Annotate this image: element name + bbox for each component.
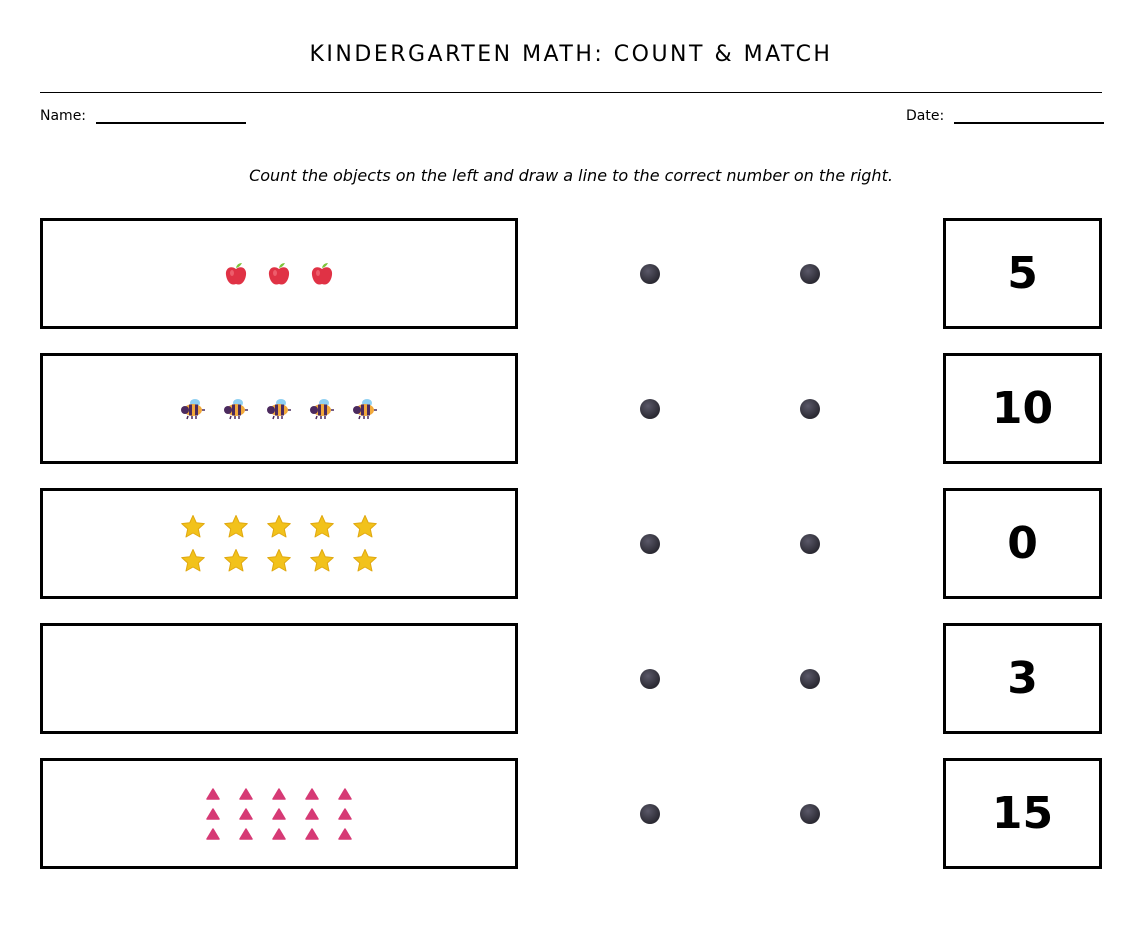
date-label: Date:	[906, 108, 945, 124]
triangle-icon	[272, 788, 286, 800]
match-row	[0, 218, 1142, 328]
star-icon	[309, 514, 335, 540]
triangle-icon	[305, 808, 319, 820]
match-row	[0, 488, 1142, 598]
triangle-icon	[272, 808, 286, 820]
number-label: 10	[991, 383, 1054, 434]
objects-line	[206, 788, 352, 800]
star-icon	[223, 514, 249, 540]
left-connector-dot[interactable]	[640, 669, 660, 689]
number-box	[943, 488, 1102, 599]
objects-box	[40, 758, 518, 869]
apple-icon	[266, 261, 292, 287]
name-field	[40, 106, 246, 124]
triangle-icon	[239, 828, 253, 840]
name-blank-line[interactable]	[96, 106, 246, 124]
number-box	[943, 623, 1102, 734]
bee-icon	[309, 397, 335, 421]
triangle-icon	[305, 828, 319, 840]
triangle-icon	[206, 808, 220, 820]
match-row	[0, 758, 1142, 868]
apple-icon	[309, 261, 335, 287]
objects-box	[40, 623, 518, 734]
number-box	[943, 758, 1102, 869]
match-row	[0, 353, 1142, 463]
objects-box	[40, 218, 518, 329]
number-label: 15	[991, 788, 1054, 839]
right-connector-dot[interactable]	[800, 804, 820, 824]
right-connector-dot[interactable]	[800, 669, 820, 689]
objects-line	[180, 397, 378, 421]
star-icon	[180, 548, 206, 574]
left-connector-dot[interactable]	[640, 804, 660, 824]
right-connector-dot[interactable]	[800, 264, 820, 284]
divider	[40, 92, 1102, 93]
star-icon	[266, 514, 292, 540]
bee-icon	[352, 397, 378, 421]
match-row	[0, 623, 1142, 733]
number-box	[943, 218, 1102, 329]
star-icon	[309, 548, 335, 574]
star-icon	[180, 514, 206, 540]
date-blank-line[interactable]	[954, 106, 1104, 124]
right-connector-dot[interactable]	[800, 399, 820, 419]
date-field	[906, 106, 1104, 124]
page-title: KINDERGARTEN MATH: COUNT & MATCH	[309, 42, 833, 67]
objects-line	[180, 514, 378, 540]
triangle-icon	[239, 788, 253, 800]
number-label: 5	[1007, 248, 1038, 299]
bee-icon	[223, 397, 249, 421]
triangle-icon	[272, 828, 286, 840]
apple-icon	[223, 261, 249, 287]
bee-icon	[266, 397, 292, 421]
objects-line	[223, 261, 335, 287]
triangle-icon	[305, 788, 319, 800]
number-label: 3	[1007, 653, 1038, 704]
objects-box	[40, 353, 518, 464]
number-label: 0	[1007, 518, 1038, 569]
name-label: Name:	[40, 108, 87, 124]
triangle-icon	[338, 808, 352, 820]
triangle-icon	[338, 828, 352, 840]
triangle-icon	[206, 788, 220, 800]
number-box	[943, 353, 1102, 464]
triangle-icon	[206, 828, 220, 840]
bee-icon	[180, 397, 206, 421]
star-icon	[223, 548, 249, 574]
right-connector-dot[interactable]	[800, 534, 820, 554]
star-icon	[352, 514, 378, 540]
objects-line	[206, 808, 352, 820]
objects-line	[206, 828, 352, 840]
star-icon	[266, 548, 292, 574]
triangle-icon	[239, 808, 253, 820]
left-connector-dot[interactable]	[640, 399, 660, 419]
left-connector-dot[interactable]	[640, 534, 660, 554]
triangle-icon	[338, 788, 352, 800]
instructions: Count the objects on the left and draw a line to the correct number on the right.	[249, 166, 893, 185]
star-icon	[352, 548, 378, 574]
objects-line	[180, 548, 378, 574]
objects-box	[40, 488, 518, 599]
left-connector-dot[interactable]	[640, 264, 660, 284]
